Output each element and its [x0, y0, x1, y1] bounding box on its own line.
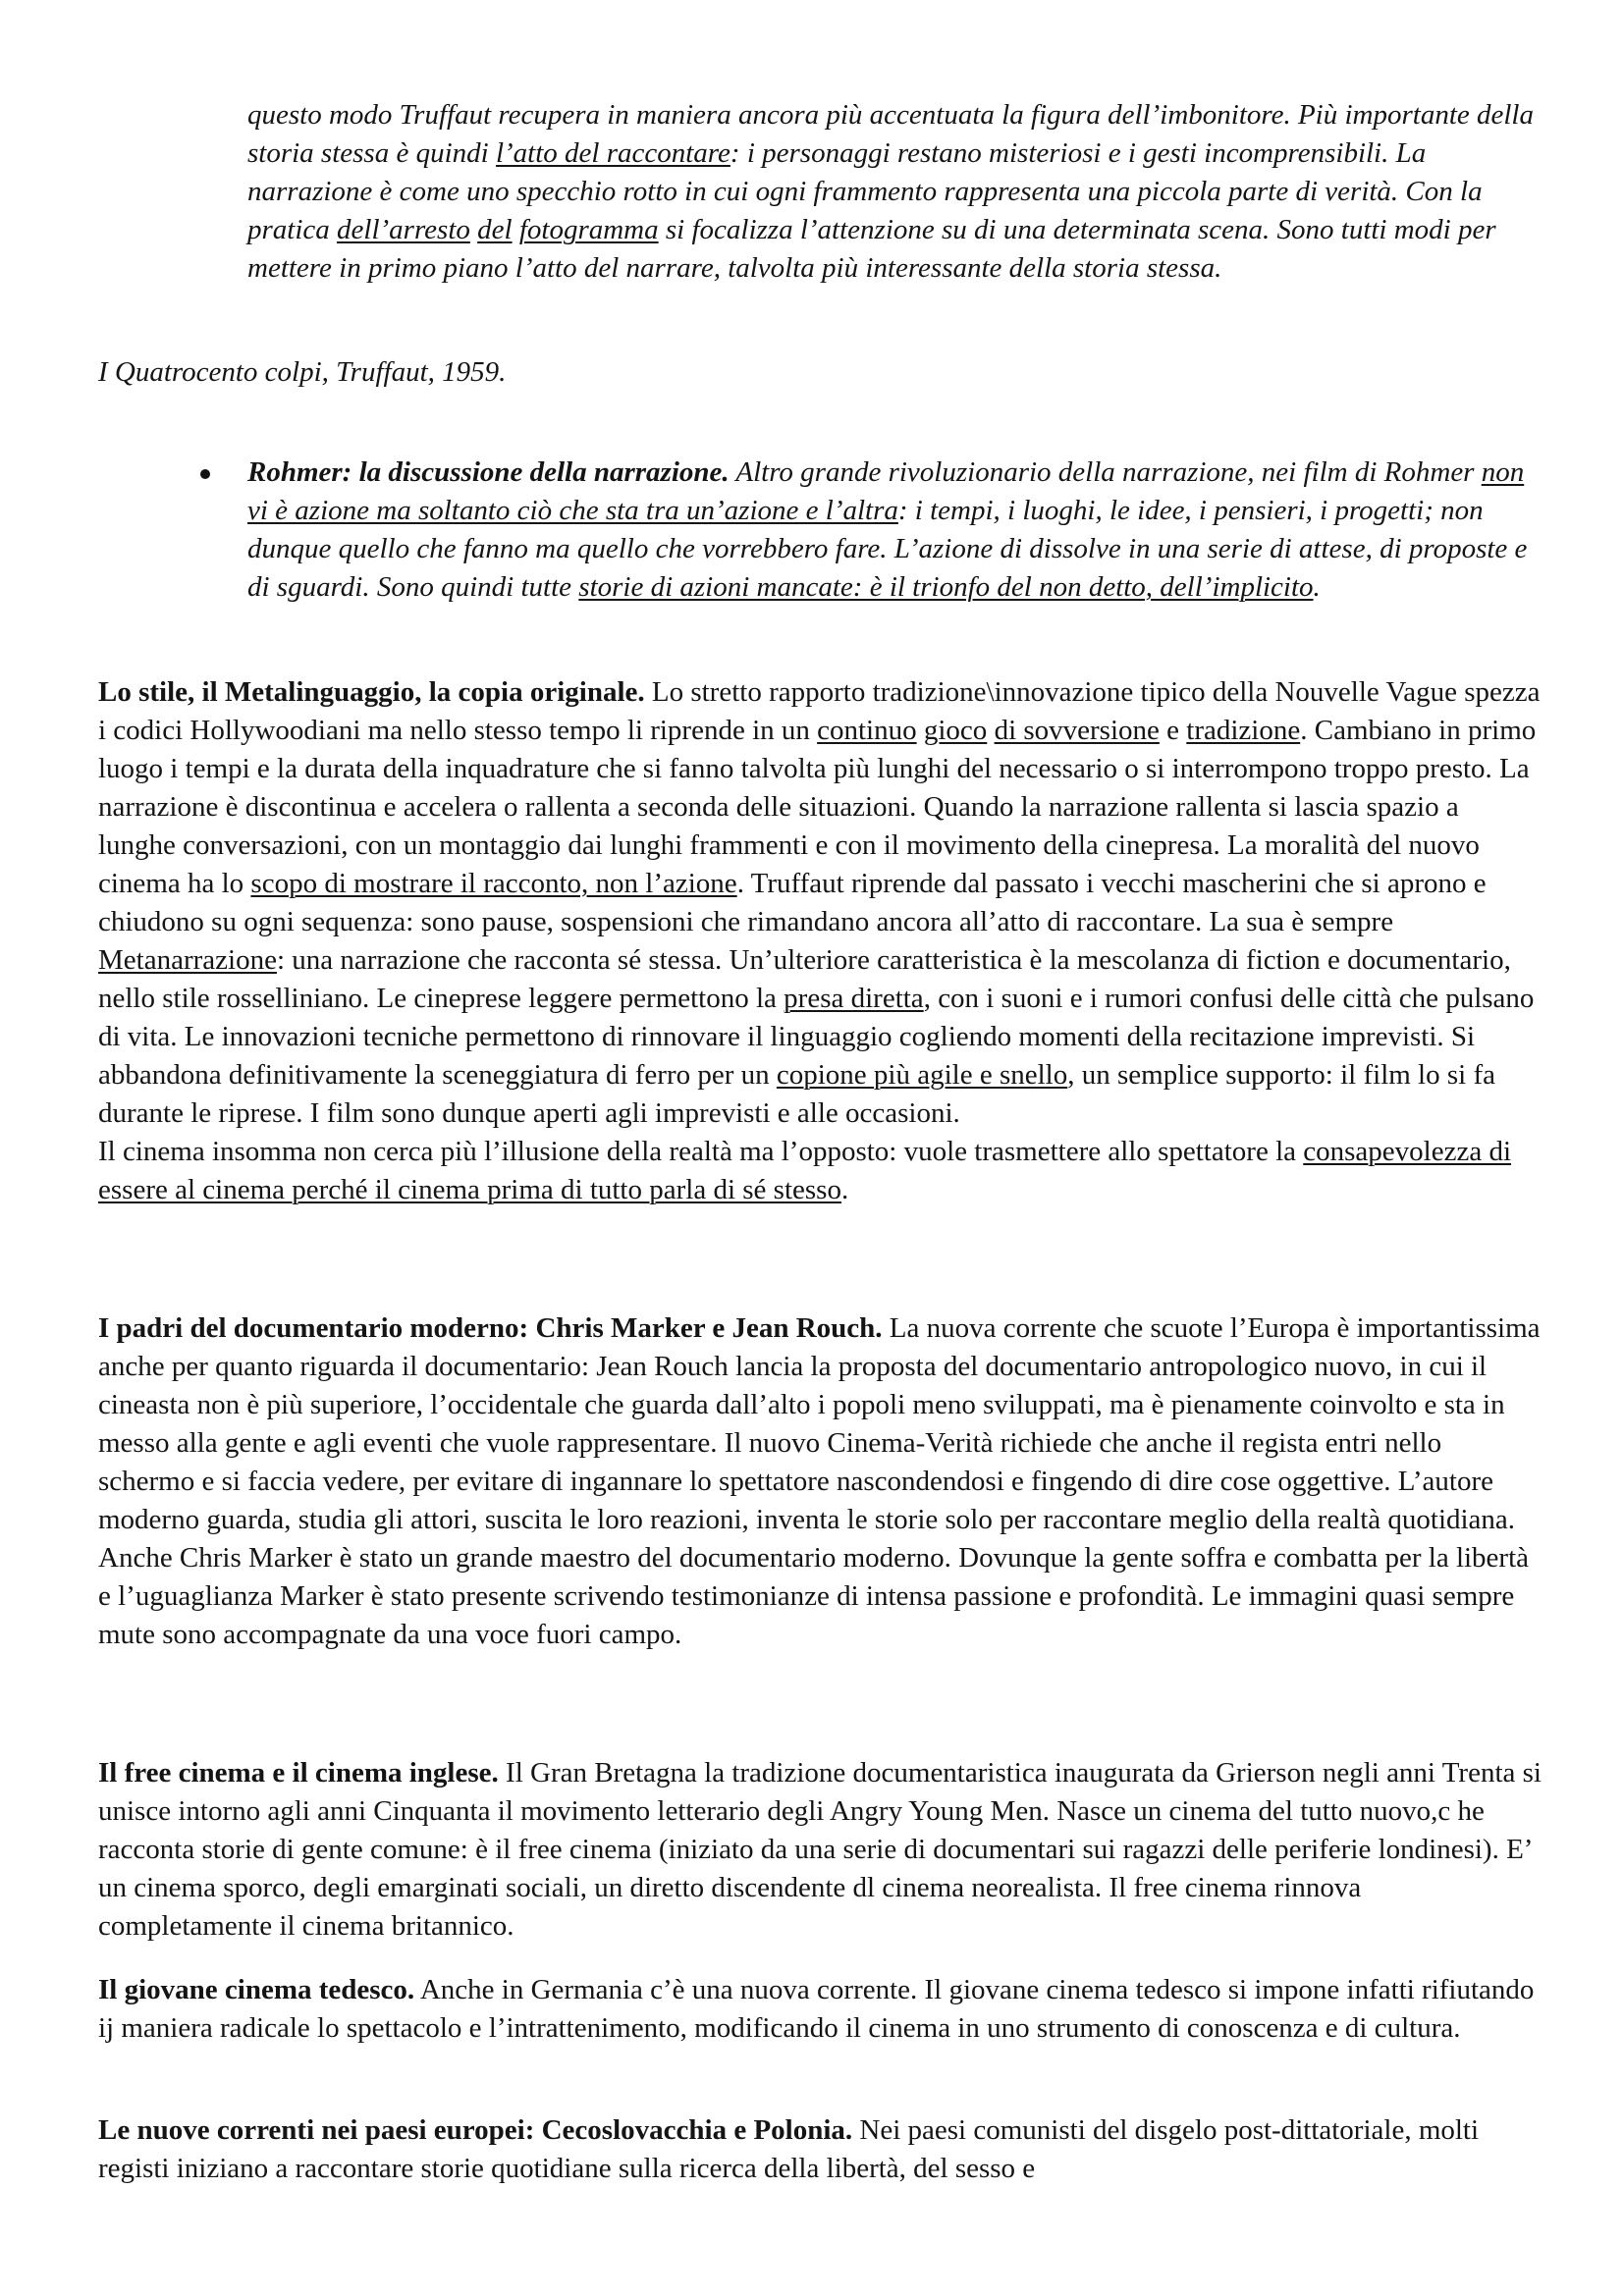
section-cinema-tedesco — [98, 1971, 1542, 2048]
stile-paragraph — [98, 673, 1542, 1133]
documentario-paragraph-2: Anche Chris Marker è stato un grande maestro del documentario moderno. Dovunque la gente soffra e combatta per la libertà e l’uguaglianza Marker è stato presente scrivendo testimonianze di intensa passione e profondità. Le immagini quasi sempre mute sono accompagnate da una voce fuori campo. — [98, 1542, 1530, 1650]
est-text: Nei paesi comunisti del disgelo post-dittatoriale, molti registi iniziano a raccontare storie quotidiane sulla ricerca della libertà, del sesso e — [98, 2114, 1480, 2184]
intro-underlined-atto-del-raccontare: l’atto del raccontare — [495, 137, 730, 169]
section-heading: Le nuove correnti nei paesi europei: Cecoslovacchia e Polonia. — [98, 2114, 853, 2146]
section-free-cinema — [98, 1754, 1542, 1946]
stile-p2-text: Il cinema insomma non cerca più l’illusione della realtà ma l’opposto: vuole trasmettere allo spettatore la — [98, 1136, 1304, 1167]
section-documentario-moderno — [98, 1309, 1542, 1654]
truffaut-continuation-paragraph — [247, 96, 1543, 288]
stile-text-4: . Truffaut riprende dal passato i vecchi mascherini che si aprono e chiudono su ogni sequenza: sono pause, sospensioni che rimandano ancora all’atto di raccontare. La sua è sempre — [98, 868, 1487, 937]
rohmer-text-1: Altro grande rivoluzionario della narrazione, nei film di Rohmer — [729, 456, 1482, 488]
stile-paragraph-2 — [98, 1133, 1542, 1209]
stile-text-7: , un semplice supporto: il film lo si fa durante le riprese. I film sono dunque aperti agli imprevisti e alle occasioni. — [98, 1059, 1495, 1129]
stile-underlined-metanarrazione: Metanarrazione — [98, 944, 277, 976]
stile-underlined-continuo: continuo — [817, 715, 917, 746]
stile-underlined-gioco: gioco — [923, 715, 988, 746]
section-heading: Il giovane cinema tedesco. — [98, 1974, 415, 2005]
free-cinema-text: Il Gran Bretagna la tradizione documentaristica inaugurata da Grierson negli anni Trenta si unisce intorno agli anni Cinquanta il movimento letterario degli Angry Young Men. Nasce un cinema del tutto nuovo,c he racconta storie di gente comune: è il free cinema (iniziato da una serie di documentari sui ragazzi delle periferie londinesi). E’ un cinema sporco, degli emarginati sociali, un diretto discendente dl cinema neorealista. Il free cinema rinnova completamente il cinema britannico. — [98, 1757, 1542, 1942]
rohmer-text-2: : i tempi, i luoghi, le idee, i pensieri, i progetti; non dunque quello che fanno ma quello che vorrebbero fare. L’azione di dissolve in una serie di attese, di proposte e di sguardi. Sono quindi tutte — [247, 495, 1528, 603]
rohmer-heading: la discussione della narrazione. — [358, 456, 730, 488]
stile-text-6: , con i suoni e i rumori confusi delle città che pulsano di vita. Le innovazioni tecniche permettono di rinnovare il linguaggio cogliendo momenti della recitazione imprevisti. Si abbandona definitivamente la sceneggiatura di ferro per un — [98, 983, 1535, 1091]
intro-text-1: questo modo Truffaut recupera in maniera ancora più accentuata la figura dell’imbonitore. Più importante della storia stessa è quindi — [247, 99, 1534, 169]
section-stile-metalinguaggio — [98, 673, 1542, 1209]
stile-p2-underlined: consapevolezza di essere al cinema perché il cinema prima di tutto parla di sé stesso — [98, 1136, 1512, 1205]
documentario-paragraph-1 — [98, 1309, 1542, 1539]
intro-text-3: si focalizza l’attenzione su di una determinata scena. Sono tutti modi per mettere in primo piano l’atto del narrare, talvolta più interessante della storia stessa. — [247, 214, 1496, 284]
intro-underlined-arresto: dell’arresto — [337, 214, 470, 245]
stile-text-5: : una narrazione che racconta sé stessa. Un’ulteriore caratteristica è la mescolanza di fiction e documentario, nello stile rosselliniano. Le cineprese leggere permettono la — [98, 944, 1511, 1014]
stile-underlined-copione: copione più agile e snello — [776, 1059, 1068, 1091]
film-caption: I Quatrocento colpi, Truffaut, 1959. — [98, 356, 507, 388]
stile-underlined-presa-diretta: presa diretta — [784, 983, 924, 1014]
est-paragraph — [98, 2111, 1542, 2188]
free-cinema-paragraph — [98, 1754, 1542, 1946]
stile-underlined-scopo: scopo di mostrare il racconto, non l’azione — [250, 868, 737, 899]
section-heading: Il free cinema e il cinema inglese. — [98, 1757, 499, 1789]
bullet-point-marker — [200, 469, 210, 479]
tedesco-text: Anche in Germania c’è una nuova corrente. Il giovane cinema tedesco si impone infatti rifiutando ij maniera radicale lo spettacolo e l’intrattenimento, modificando il cinema in uno strumento di conoscenza e di cultura. — [98, 1974, 1535, 2044]
stile-text-3: . Cambiano in primo luogo i tempi e la durata della inquadrature che si fanno talvolta più lunghi del necessario o si interrompono troppo presto. La narrazione è discontinua e accelera o rallenta a seconda delle situazioni. Quando la narrazione rallenta si lascia spazio a lunghe conversazioni, con un montaggio dai lunghi frammenti e con il movimento della cinepresa. La moralità del nuovo cinema ha lo — [98, 715, 1537, 899]
rohmer-bullet-paragraph — [247, 454, 1543, 607]
stile-text-2: e — [1159, 715, 1187, 746]
tedesco-paragraph — [98, 1971, 1542, 2048]
documentario-text-1: La nuova corrente che scuote l’Europa è importantissima anche per quanto riguarda il documentario: Jean Rouch lancia la proposta del documentario antropologico nuovo, in cui il cineasta non è più superiore, l’occidentale che guarda dall’alto i popoli meno sviluppati, ma è pienamente coinvolto e sta in messo alla gente e agli eventi che vuole rappresentare. Il nuovo Cinema-Verità richiede che anche il regista entri nello schermo e si faccia vedere, per evitare di ingannare lo spettatore nascondendosi e fingendo di dire cose oggettive. L’autore moderno guarda, studia gli attori, suscita le loro reazioni, inventa le storie solo per raccontare meglio della realtà quotidiana. — [98, 1312, 1541, 1535]
stile-underlined-sovversione: di sovversione — [994, 715, 1160, 746]
intro-underlined-fotogramma: fotogramma — [518, 214, 659, 245]
stile-text-1: Lo stretto rapporto tradizione\innovazione tipico della Nouvelle Vague spezza i codici Hollywoodiani ma nello stesso tempo li riprende in un — [98, 676, 1541, 746]
section-heading: I padri del documentario moderno: Chris Marker e Jean Rouch. — [98, 1312, 883, 1344]
rohmer-underlined-azioni-mancate: storie di azioni mancate: è il trionfo del non detto, dell’implicito — [578, 571, 1314, 603]
section-heading: Lo stile, il Metalinguaggio, la copia originale. — [98, 676, 645, 708]
stile-underlined-tradizione: tradizione — [1186, 715, 1301, 746]
rohmer-text-3: . — [1313, 571, 1321, 603]
rohmer-lead: Rohmer: — [247, 456, 359, 488]
section-cecoslovacchia-polonia — [98, 2111, 1542, 2188]
intro-underlined-del: del — [477, 214, 513, 245]
stile-p2-end: . — [840, 1174, 849, 1205]
rohmer-underlined-azione: non vi è azione ma soltanto ciò che sta tra un’azione e l’altra — [247, 456, 1525, 526]
intro-text-2: : i personaggi restano misteriosi e i gesti incomprensibili. La narrazione è come uno specchio rotto in cui ogni frammento rappresenta una piccola parte di verità. Con la pratica — [247, 137, 1483, 245]
